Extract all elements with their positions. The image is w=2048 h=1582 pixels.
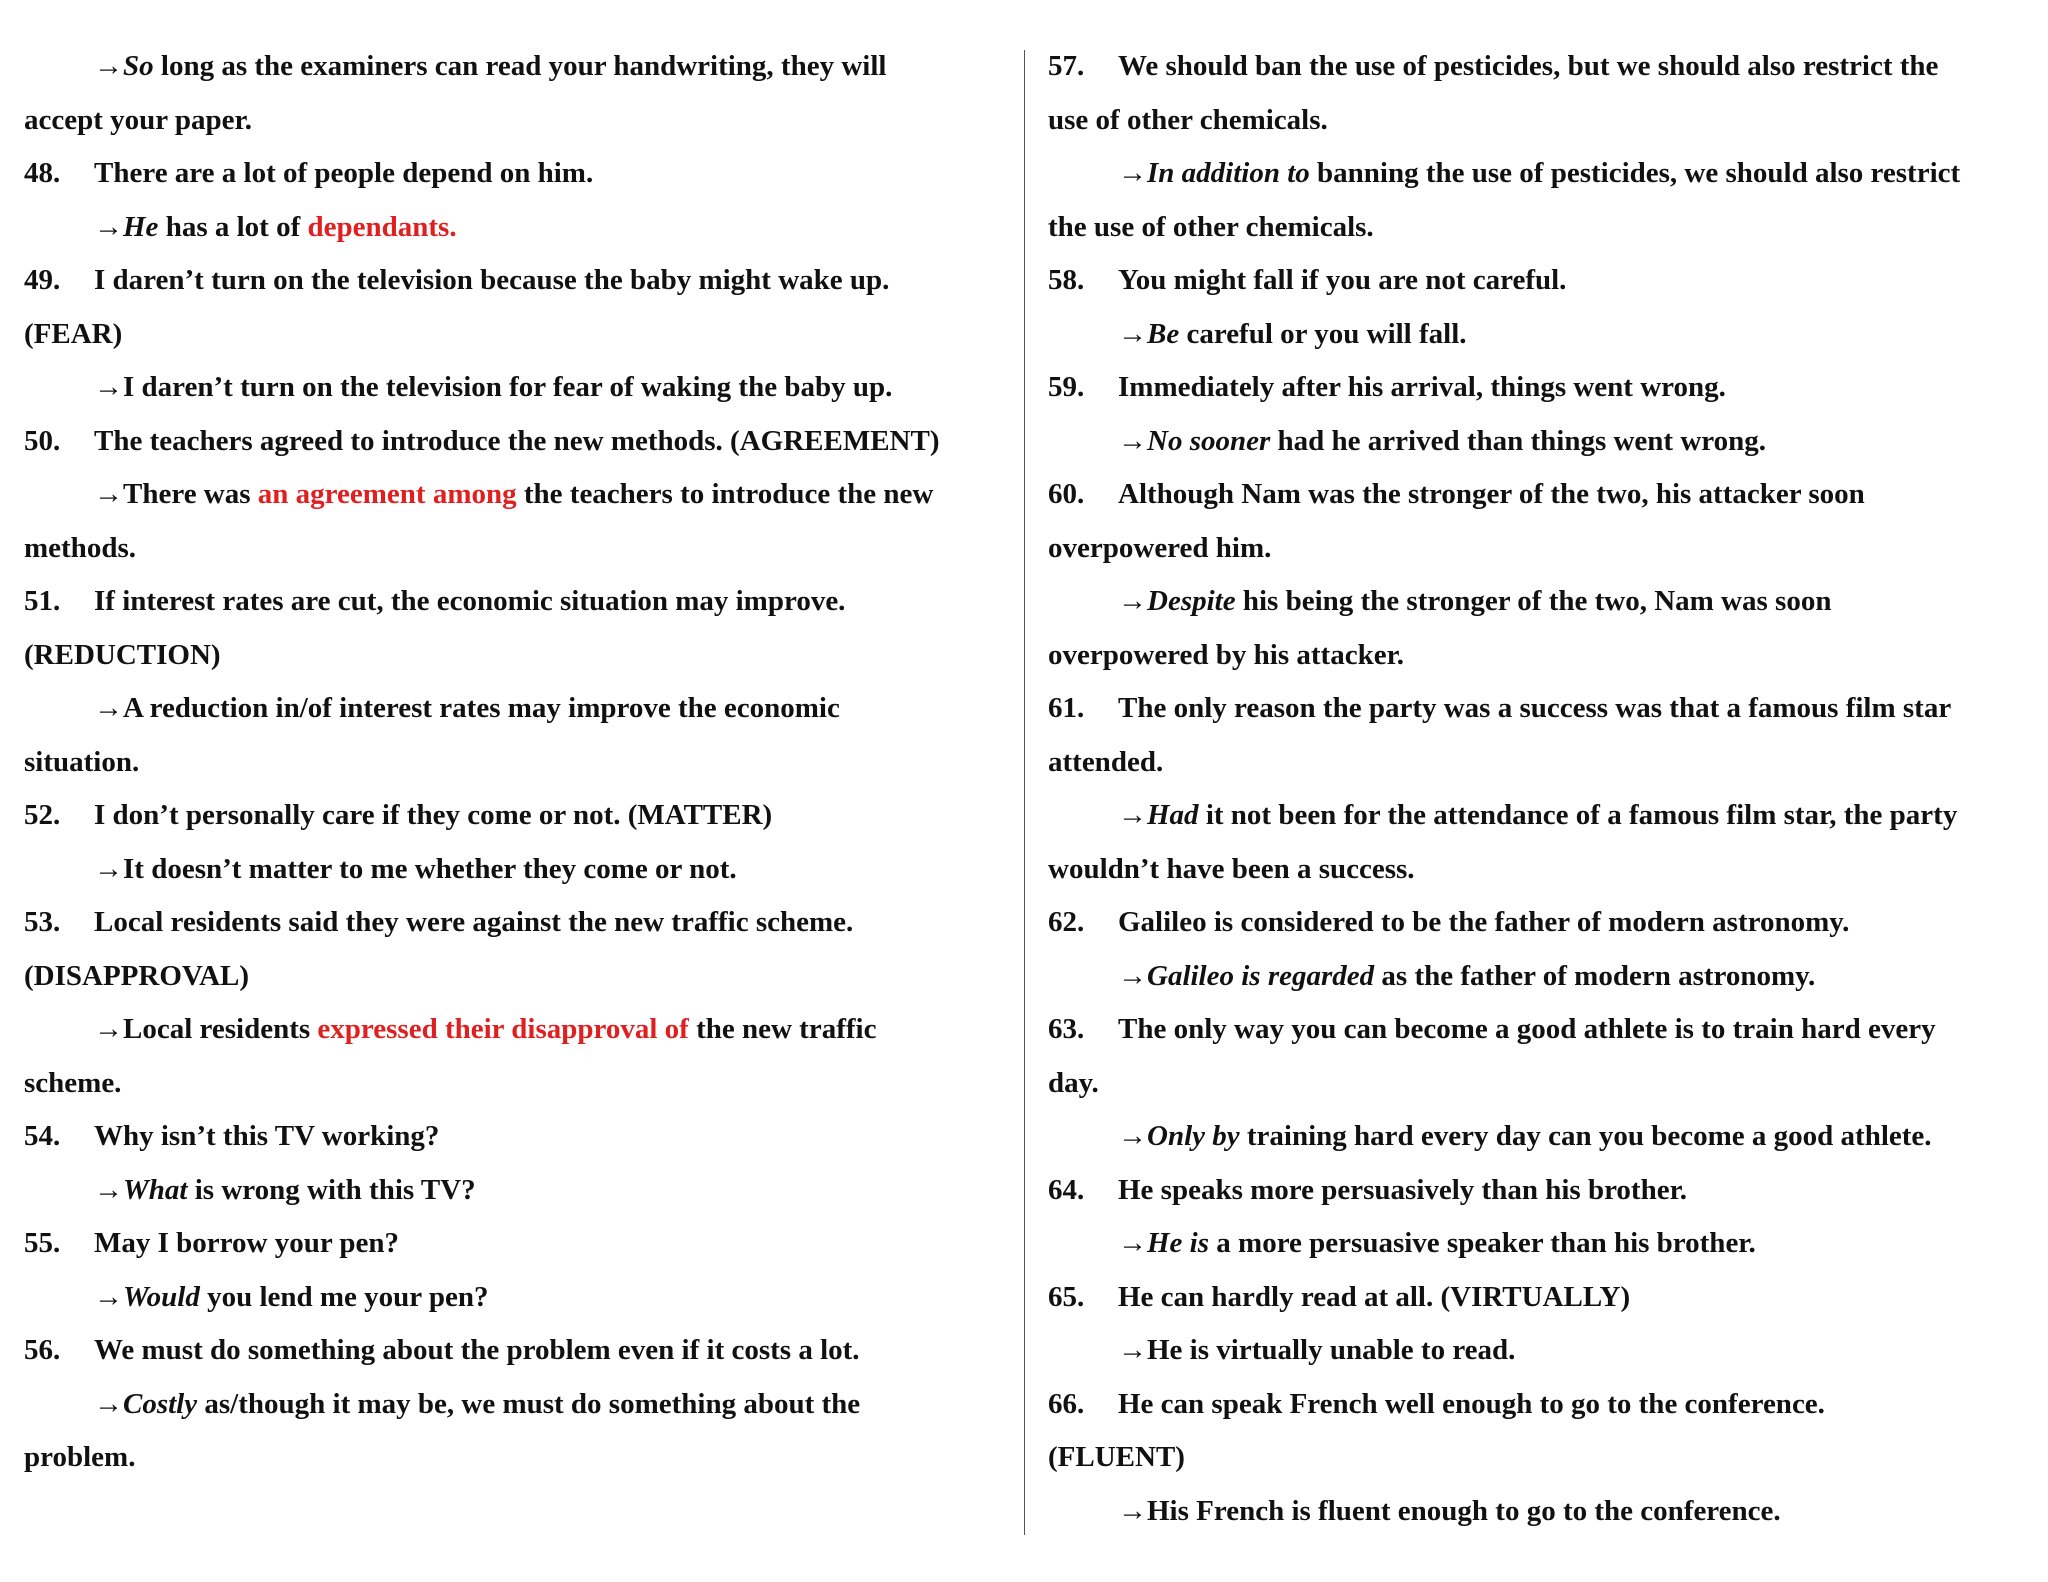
emphasized-text: He is [1147,1227,1210,1259]
line-text: → [1118,585,1147,617]
answer-line [1048,1217,2028,1271]
question-number: 58. [1048,264,1085,296]
question-line [24,1324,1024,1378]
question-line [1048,1271,2028,1325]
continuation-line [1048,1431,2028,1485]
question-line [24,896,1024,950]
question-number: 57. [1048,50,1085,82]
line-text: → [1118,799,1147,831]
emphasized-text: Despite [1147,585,1236,617]
emphasized-text: Had [1147,799,1199,831]
line-text: He speaks more persuasively than his brother. [1118,1173,1688,1206]
continuation-line [1048,843,2028,897]
line-text: → [1118,317,1147,350]
emphasized-text: What [123,1173,188,1206]
question-number: 59. [1048,371,1085,403]
answer-line [1048,575,2028,629]
question-number: 64. [1048,1173,1085,1206]
line-text: has a lot of [158,210,308,243]
line-text: He can speak French well enough to go to the conference. [1118,1387,1825,1420]
answer-line [24,468,1024,522]
emphasized-text: Galileo is regarded [1147,959,1375,992]
line-text: attended. [1048,745,1164,778]
emphasized-text: No sooner [1147,424,1271,457]
line-text: (DISAPPROVAL) [24,959,250,992]
highlighted-answer-text: expressed their disapproval of [317,1013,689,1045]
line-text: →There was [94,478,258,510]
question-line [1048,1164,2028,1218]
emphasized-text: In addition to [1147,157,1310,189]
continuation-line [1048,629,2028,683]
line-text: the teachers to introduce the new [516,478,934,510]
highlighted-answer-text: an agreement among [257,478,517,510]
question-number: 49. [24,264,61,296]
line-text: We should ban the use of pesticides, but we should also restrict the [1118,50,1939,82]
question-line [1048,361,2028,415]
question-line [1048,1003,2028,1057]
line-text: Why isn’t this TV working? [94,1120,440,1152]
question-line [1048,896,2028,950]
line-text: (FLUENT) [1048,1441,1185,1473]
answer-line [1048,308,2028,362]
line-text: use of other chemicals. [1048,103,1328,136]
continuation-line [1048,522,2028,576]
answer-line [1048,147,2028,201]
line-text: Although Nam was the stronger of the two, his attacker soon [1118,478,1865,510]
emphasized-text: Be [1147,317,1180,350]
answer-line [24,843,1024,897]
question-line [24,575,1024,629]
line-text: → [94,50,123,82]
continuation-line [1048,201,2028,255]
question-line [24,254,1024,308]
line-text: →A reduction in/of interest rates may improve the economic [94,692,840,724]
line-text: it not been for the attendance of a famous film star, the party [1198,799,1958,831]
line-text: as the father of modern astronomy. [1374,959,1816,992]
line-text: scheme. [24,1066,122,1099]
line-text: → [94,1173,123,1206]
line-text: I don’t personally care if they come or not. (MATTER) [94,799,773,831]
line-text: Galileo is considered to be the father of modern astronomy. [1118,906,1850,938]
question-number: 63. [1048,1013,1085,1045]
question-line [1048,254,2028,308]
answer-line [24,682,1024,736]
line-text: →His French is fluent enough to go to the conference. [1118,1494,1781,1527]
question-number: 53. [24,906,61,938]
question-number: 54. [24,1120,61,1152]
question-line [1048,1378,2028,1432]
line-text: (FEAR) [24,317,123,350]
line-text: as/though it may be, we must do something about the [197,1387,861,1420]
continuation-line [24,522,1024,576]
question-line [24,1217,1024,1271]
line-text: overpowered him. [1048,531,1272,564]
answer-line [1048,950,2028,1004]
line-text: He can hardly read at all. (VIRTUALLY) [1118,1280,1631,1313]
line-text: → [1118,157,1147,189]
line-text: → [94,210,123,243]
line-text: The teachers agreed to introduce the new methods. (AGREEMENT) [94,424,940,457]
emphasized-text: Would [123,1280,200,1313]
question-line [1048,682,2028,736]
line-text: I daren’t turn on the television because the baby might wake up. [94,264,890,296]
answer-line [24,1003,1024,1057]
emphasized-text: He [123,210,159,243]
line-text: day. [1048,1066,1099,1099]
column-divider [1024,50,1025,1535]
line-text: the new traffic [688,1013,877,1045]
line-text: accept your paper. [24,103,252,136]
highlighted-answer-text: dependants. [307,210,457,243]
question-line [1048,40,2028,94]
question-number: 60. [1048,478,1085,510]
line-text: the use of other chemicals. [1048,210,1374,243]
line-text: → [1118,424,1147,457]
question-number: 50. [24,424,61,457]
line-text: → [1118,959,1147,992]
line-text: There are a lot of people depend on him. [94,157,594,189]
line-text: Immediately after his arrival, things went wrong. [1118,371,1726,403]
line-text: The only way you can become a good athlete is to train hard every [1118,1013,1936,1045]
line-text: banning the use of pesticides, we should also restrict [1309,157,1961,189]
answer-line [1048,1485,2028,1539]
question-number: 48. [24,157,61,189]
answer-line [1048,789,2028,843]
answer-line [24,1164,1024,1218]
line-text: long as the examiners can read your handwriting, they will [153,50,887,82]
emphasized-text: Costly [123,1387,198,1420]
continuation-line [24,950,1024,1004]
line-text: overpowered by his attacker. [1048,638,1405,671]
continuation-line [1048,736,2028,790]
continuation-line [1048,94,2028,148]
line-text: If interest rates are cut, the economic situation may improve. [94,585,846,617]
question-line [24,147,1024,201]
line-text: problem. [24,1441,136,1473]
continuation-line [24,1431,1024,1485]
line-text: →I daren’t turn on the television for fear of waking the baby up. [94,371,893,403]
answer-line [24,201,1024,255]
line-text: careful or you will fall. [1179,317,1467,350]
line-text: →Local residents [94,1013,318,1045]
line-text: → [1118,1227,1147,1259]
line-text: →It doesn’t matter to me whether they come or not. [94,852,737,885]
line-text: →He is virtually unable to read. [1118,1334,1516,1366]
answer-line [1048,1110,2028,1164]
continuation-line [24,308,1024,362]
continuation-line [24,1057,1024,1111]
line-text: you lend me your pen? [199,1280,489,1313]
line-text: a more persuasive speaker than his brother. [1209,1227,1756,1259]
line-text: → [94,1387,123,1420]
line-text: May I borrow your pen? [94,1227,400,1259]
line-text: (REDUCTION) [24,638,221,671]
line-text: training hard every day can you become a good athlete. [1239,1120,1932,1152]
line-text: had he arrived than things went wrong. [1270,424,1767,457]
continuation-line [24,629,1024,683]
question-number: 52. [24,799,61,831]
question-number: 66. [1048,1387,1085,1420]
answer-line [24,361,1024,415]
line-text: is wrong with this TV? [187,1173,476,1206]
emphasized-text: So [123,50,154,82]
line-text: We must do something about the problem even if it costs a lot. [94,1334,860,1366]
question-line [1048,468,2028,522]
question-number: 51. [24,585,61,617]
emphasized-text: Only by [1147,1120,1240,1152]
question-number: 55. [24,1227,61,1259]
line-text: Local residents said they were against the new traffic scheme. [94,906,854,938]
answer-line [24,1378,1024,1432]
continuation-line [24,94,1024,148]
question-number: 56. [24,1334,61,1366]
answer-line [24,40,1024,94]
answer-line [1048,1324,2028,1378]
line-text: The only reason the party was a success was that a famous film star [1118,692,1952,724]
line-text: his being the stronger of the two, Nam was soon [1235,585,1832,617]
line-text: → [1118,1120,1147,1152]
question-line [24,415,1024,469]
answer-line [1048,415,2028,469]
line-text: → [94,1280,123,1313]
line-text: methods. [24,531,136,564]
question-line [24,1110,1024,1164]
question-line [24,789,1024,843]
question-number: 65. [1048,1280,1085,1313]
answer-line [24,1271,1024,1325]
continuation-line [1048,1057,2028,1111]
left-column [24,40,1024,1485]
right-column [1048,40,2028,1538]
question-number: 61. [1048,692,1085,724]
line-text: wouldn’t have been a success. [1048,852,1415,885]
question-number: 62. [1048,906,1085,938]
line-text: You might fall if you are not careful. [1118,264,1567,296]
continuation-line [24,736,1024,790]
line-text: situation. [24,745,140,778]
